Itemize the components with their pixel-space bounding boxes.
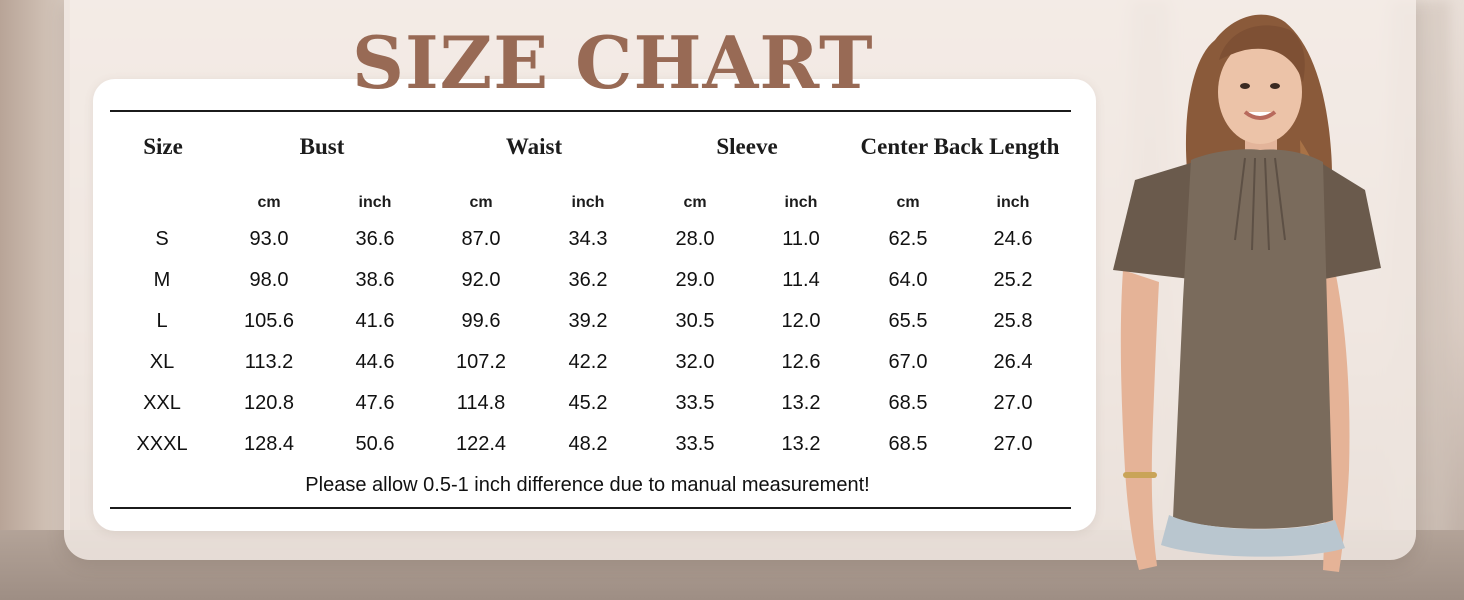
measurement-note: Please allow 0.5-1 inch difference due to manual measurement! (305, 474, 870, 496)
cell-length-cm: 64.0 (888, 269, 928, 291)
cell-bust-cm: 105.6 (243, 310, 295, 332)
page-title: SIZE CHART (352, 20, 874, 105)
cell-size: XXXL (136, 433, 188, 455)
cell-sleeve-inch: 12.6 (781, 351, 821, 373)
cell-bust-inch: 38.6 (355, 269, 395, 291)
cell-length-inch: 25.2 (993, 269, 1033, 291)
cell-bust-inch: 36.6 (355, 228, 395, 250)
cell-sleeve-inch: 13.2 (781, 392, 821, 414)
cell-waist-inch: 48.2 (568, 433, 608, 455)
cell-sleeve-cm: 33.5 (675, 433, 715, 455)
cell-length-cm: 62.5 (888, 228, 928, 250)
cell-bust-cm: 93.0 (249, 228, 289, 250)
table-top-rule (110, 110, 1071, 112)
cell-waist-inch: 45.2 (568, 392, 608, 414)
cell-bust-cm: 113.2 (244, 351, 294, 373)
header-bust: Bust (299, 134, 345, 159)
cell-size: S (155, 228, 169, 250)
cell-sleeve-cm: 28.0 (675, 228, 715, 250)
cell-waist-inch: 36.2 (568, 269, 608, 291)
cell-waist-inch: 34.3 (568, 228, 608, 250)
cell-bust-inch: 47.6 (355, 392, 395, 414)
cell-waist-cm: 122.4 (455, 433, 507, 455)
cell-sleeve-cm: 32.0 (675, 351, 715, 373)
header-sleeve: Sleeve (716, 134, 778, 159)
cell-sleeve-inch: 13.2 (781, 433, 821, 455)
cell-waist-cm: 107.2 (455, 351, 507, 373)
cell-waist-cm: 87.0 (461, 228, 501, 250)
cell-waist-cm: 99.6 (461, 310, 501, 332)
unit-length-inch: inch (996, 194, 1030, 211)
unit-length-cm: cm (896, 194, 920, 211)
cell-bust-cm: 98.0 (249, 269, 289, 291)
unit-sleeve-cm: cm (683, 194, 707, 211)
cell-size: M (153, 269, 171, 291)
header-center-back-length: Center Back Length (860, 134, 1060, 159)
cell-length-cm: 67.0 (888, 351, 928, 373)
cell-bust-inch: 44.6 (355, 351, 395, 373)
cell-waist-inch: 39.2 (568, 310, 608, 332)
cell-sleeve-cm: 33.5 (675, 392, 715, 414)
cell-length-inch: 27.0 (993, 433, 1033, 455)
header-size: Size (143, 134, 183, 159)
cell-length-inch: 24.6 (993, 228, 1033, 250)
unit-waist-cm: cm (469, 194, 493, 211)
cell-bust-cm: 128.4 (243, 433, 295, 455)
cell-bust-inch: 50.6 (355, 433, 395, 455)
cell-waist-cm: 114.8 (456, 392, 506, 414)
cell-bust-inch: 41.6 (355, 310, 395, 332)
cell-waist-inch: 42.2 (568, 351, 608, 373)
unit-bust-inch: inch (358, 194, 392, 211)
cell-length-cm: 65.5 (888, 310, 928, 332)
cell-bust-cm: 120.8 (243, 392, 295, 414)
cell-length-cm: 68.5 (888, 392, 928, 414)
cell-size: XXL (143, 392, 181, 414)
cell-sleeve-cm: 29.0 (675, 269, 715, 291)
cell-size: XL (149, 351, 175, 373)
cell-sleeve-cm: 30.5 (675, 310, 715, 332)
unit-bust-cm: cm (257, 194, 281, 211)
cell-length-inch: 25.8 (993, 310, 1033, 332)
cell-length-cm: 68.5 (888, 433, 928, 455)
cell-length-inch: 27.0 (993, 392, 1033, 414)
table-bottom-rule (110, 507, 1071, 509)
cell-waist-cm: 92.0 (461, 269, 501, 291)
cell-size: L (156, 310, 168, 332)
model-photo (1095, 0, 1385, 600)
header-waist: Waist (505, 134, 563, 159)
cell-sleeve-inch: 12.0 (781, 310, 821, 332)
unit-waist-inch: inch (571, 194, 605, 211)
background-left-blur (0, 0, 70, 600)
cell-length-inch: 26.4 (993, 351, 1033, 373)
cell-sleeve-inch: 11.0 (782, 228, 820, 250)
cell-sleeve-inch: 11.4 (782, 269, 820, 291)
unit-sleeve-inch: inch (784, 194, 818, 211)
